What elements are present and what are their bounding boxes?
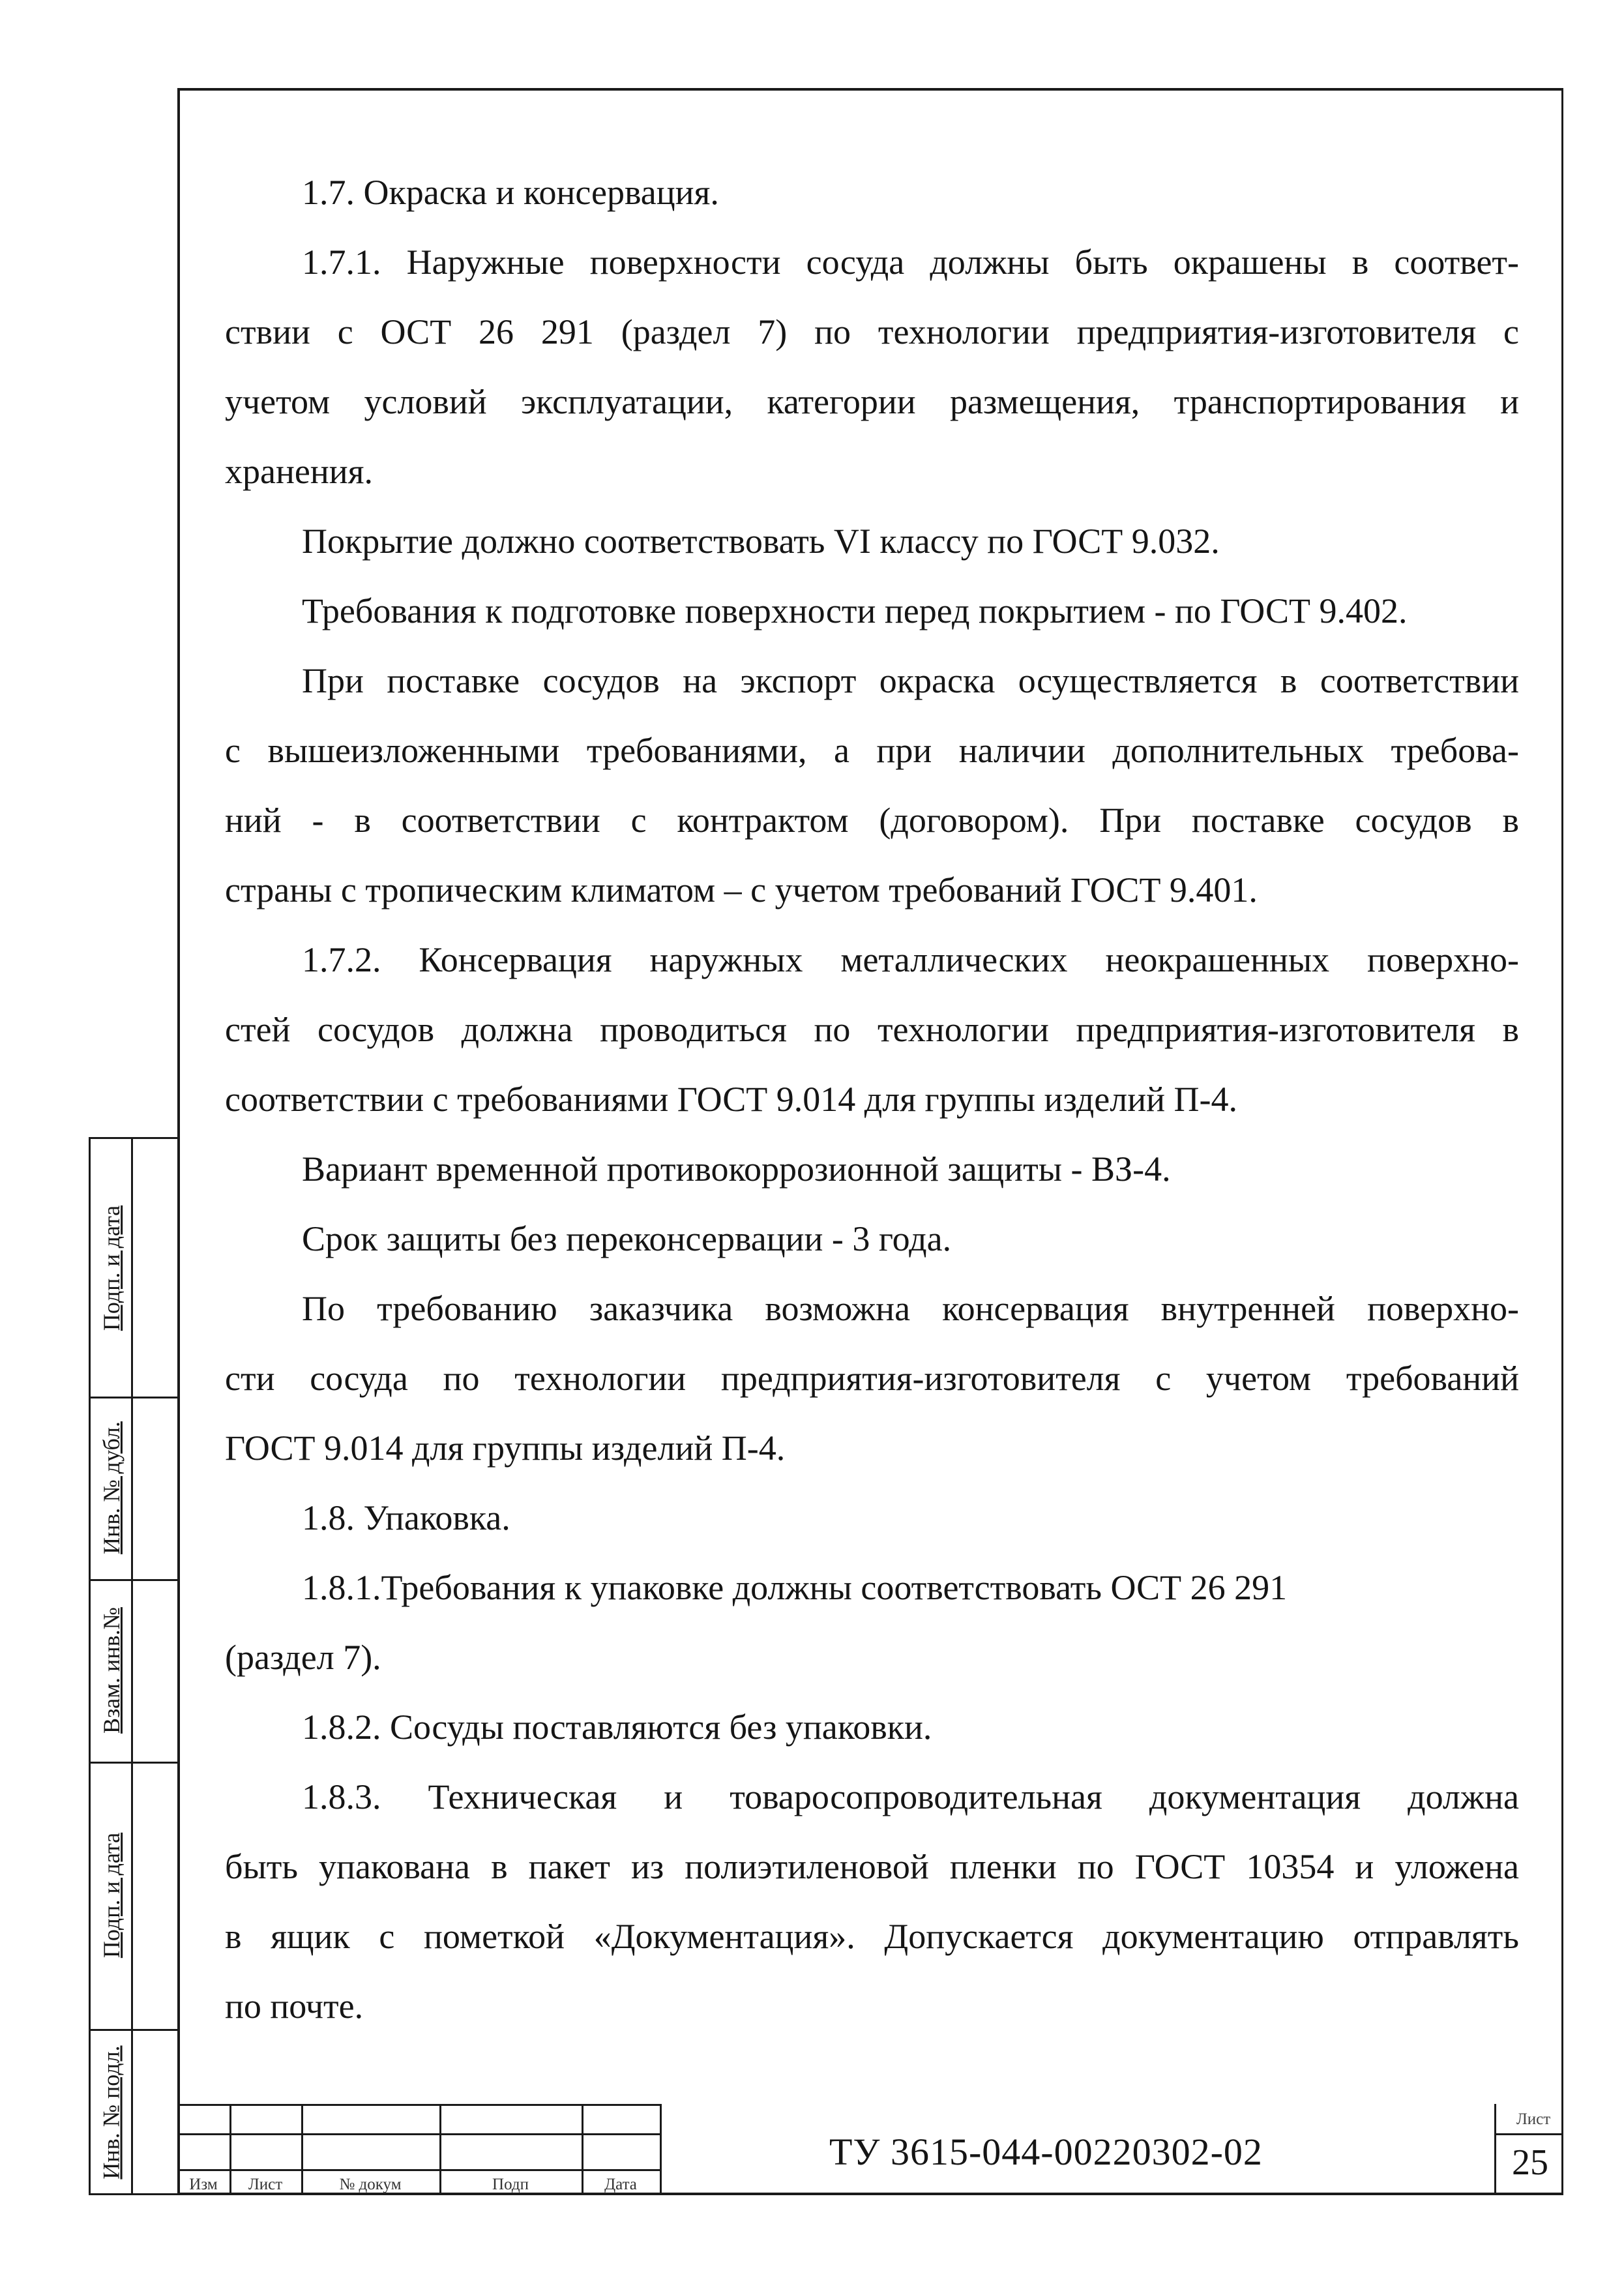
title-block-rule <box>177 2133 660 2135</box>
section-heading: 1.7. Окраска и консервация. <box>302 173 719 212</box>
caption-signature: Подп <box>492 2176 529 2193</box>
document-code: ТУ 3615-044-00220302-02 <box>829 2131 1263 2173</box>
side-label: Взам. инв.№ <box>98 1607 125 1734</box>
title-block-rule <box>177 2104 660 2106</box>
sheet-number: 25 <box>1512 2142 1548 2183</box>
paragraph-line: соответствии с требованиями ГОСТ 9.014 для группы изделий П-4. <box>225 1080 1237 1119</box>
paragraph-line: ГОСТ 9.014 для группы изделий П-4. <box>225 1428 786 1468</box>
title-block-rule <box>1494 2104 1496 2195</box>
paragraph-line: Вариант временной противокоррозионной защиты - ВЗ-4. <box>302 1149 1171 1189</box>
title-block-rule <box>582 2104 583 2195</box>
margin-stamp-strip <box>89 1137 177 2195</box>
strip-divider <box>131 1139 133 2193</box>
paragraph-line: Срок защиты без переконсервации - 3 года. <box>302 1219 952 1258</box>
paragraph-line: стей сосудов должна проводиться по технологии предприятия-изготовителя в <box>225 1010 1519 1049</box>
paragraph-line: ствии с ОСТ 26 291 (раздел 7) по технологии предприятия-изготовителя с <box>225 312 1519 351</box>
paragraph-line: По требованию заказчика возможна консервация внутренней поверхно- <box>302 1289 1519 1328</box>
title-block <box>177 2104 1563 2195</box>
sheet-caption: Лист <box>1516 2110 1551 2128</box>
caption-date: Дата <box>604 2176 637 2193</box>
paragraph-line: Требования к подготовке поверхности перед покрытием - по ГОСТ 9.402. <box>302 591 1408 630</box>
title-block-rule <box>439 2104 441 2195</box>
paragraph-line: с вышеизложенными требованиями, а при наличии дополнительных требова- <box>225 731 1519 770</box>
paragraph-line: хранения. <box>225 452 373 491</box>
paragraph-line: учетом условий эксплуатации, категории размещения, транспортирования и <box>225 382 1519 421</box>
paragraph-line: по почте. <box>225 1987 364 2026</box>
side-label: Подп. и дата <box>98 1205 125 1331</box>
paragraph-line: быть упакована в пакет из полиэтиленовой пленки по ГОСТ 10354 и уложена <box>225 1847 1519 1886</box>
paragraph-line: ний - в соответствии с контрактом (договором). При поставке сосудов в <box>225 801 1519 840</box>
paragraph-line: 1.7.2. Консервация наружных металлических неокрашенных поверхно- <box>302 940 1519 979</box>
section-heading: 1.8. Упаковка. <box>302 1498 510 1537</box>
paragraph-line: (раздел 7). <box>225 1638 381 1677</box>
side-label: Подп. и дата <box>98 1832 125 1959</box>
paragraph-line: При поставке сосудов на экспорт окраска осуществляется в соответствии <box>302 661 1519 700</box>
paragraph-line: Покрытие должно соответствовать VI классу по ГОСТ 9.032. <box>302 522 1220 561</box>
paragraph-line: 1.8.2. Сосуды поставляются без упаковки. <box>302 1708 932 1747</box>
title-block-rule <box>301 2104 303 2195</box>
title-block-rule <box>177 2169 660 2171</box>
paragraph-line: 1.8.1.Требования к упаковке должны соответствовать ОСТ 26 291 <box>302 1568 1288 1607</box>
title-block-rule <box>660 2104 662 2195</box>
title-block-rule <box>1494 2133 1563 2135</box>
title-block-rule <box>229 2104 231 2195</box>
caption-list: Лист <box>248 2176 283 2193</box>
paragraph-line: в ящик с пометкой «Документация». Допускается документацию отправлять <box>225 1917 1519 1956</box>
caption-doc-number: № докум <box>339 2176 402 2193</box>
paragraph-line: 1.7.1. Наружные поверхности сосуда должны быть окрашены в соответ- <box>302 243 1519 282</box>
paragraph-line: страны с тропическим климатом – с учетом требований ГОСТ 9.401. <box>225 870 1258 910</box>
paragraph-line: сти сосуда по технологии предприятия-изготовителя с учетом требований <box>225 1359 1519 1398</box>
paragraph-line: 1.8.3. Техническая и товаросопроводительная документация должна <box>302 1777 1519 1816</box>
caption-izm: Изм <box>189 2176 218 2193</box>
side-label: Инв. № подл. <box>98 2045 125 2180</box>
side-label: Инв. № дубл. <box>98 1421 125 1554</box>
